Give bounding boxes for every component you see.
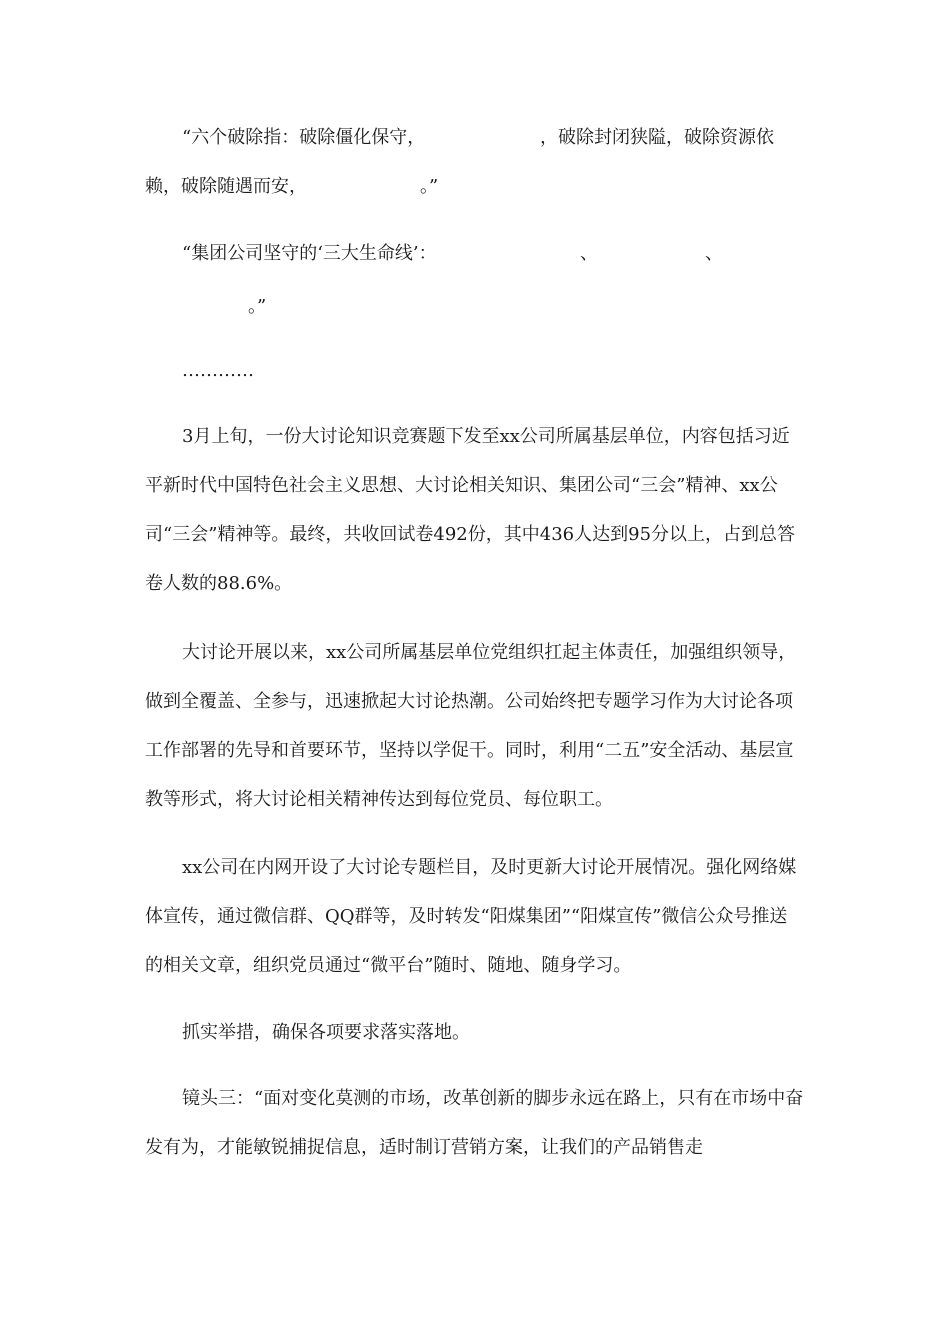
quote1-line2: 赖，破除随遇而安， [145, 176, 307, 197]
ellipsis-line: ………… [182, 360, 254, 381]
paragraph-quiz: 3月上旬，一份大讨论知识竞赛题下发至xx公司所属基层单位，内容包括习近平新时代中国特色社会主义思想、大讨论相关知识、集团公司“三会”精神、xx公司“三会”精神等。最终，共收回试卷492份，其中436人达到95分以上，占到总答卷人数的88.6%。 [145, 426, 796, 594]
paragraph-discussion: 大讨论开展以来，xx公司所属基层单位党组织扛起主体责任，加强组织领导，做到全覆盖、全参与，迅速掀起大讨论热潮。公司始终把专题学习作为大讨论各项工作部署的先导和首要环节，坚持以学促干。同时，利用“二五”安全活动、基层宣教等形式，将大讨论相关精神传达到每位党员、每位职工。 [145, 642, 797, 810]
paragraph-scene-three: 镜头三：“面对变化莫测的市场，改革创新的脚步永远在路上，只有在市场中奋发有为，才能敏锐捕捉信息，适时制订营销方案，让我们的产品销售走 [145, 1088, 804, 1158]
paragraph-measures: 抓实举措，确保各项要求落实落地。 [182, 1022, 470, 1043]
quote1-line1-end: ，破除封闭狭隘，破除资源依 [540, 127, 774, 148]
quote2-line1: “集团公司坚守的‘三大生命线’： [182, 243, 437, 264]
quote2-separator-1: 、 [580, 243, 598, 264]
quote2-separator-2: 、 [705, 243, 723, 264]
paragraph-intranet: xx公司在内网开设了大讨论专题栏目，及时更新大讨论开展情况。强化网络媒体宣传，通过微信群、QQ群等，及时转发“阳煤集团”“阳煤宣传”微信公众号推送的相关文章，组织党员通过“微平台”随时、随地、随身学习。 [145, 857, 797, 976]
quote1-line2-end: 。” [420, 176, 439, 197]
quote1-line1-start: “六个破除指：破除僵化保守， [182, 127, 426, 148]
quote2-line2-end: 。” [248, 296, 267, 317]
